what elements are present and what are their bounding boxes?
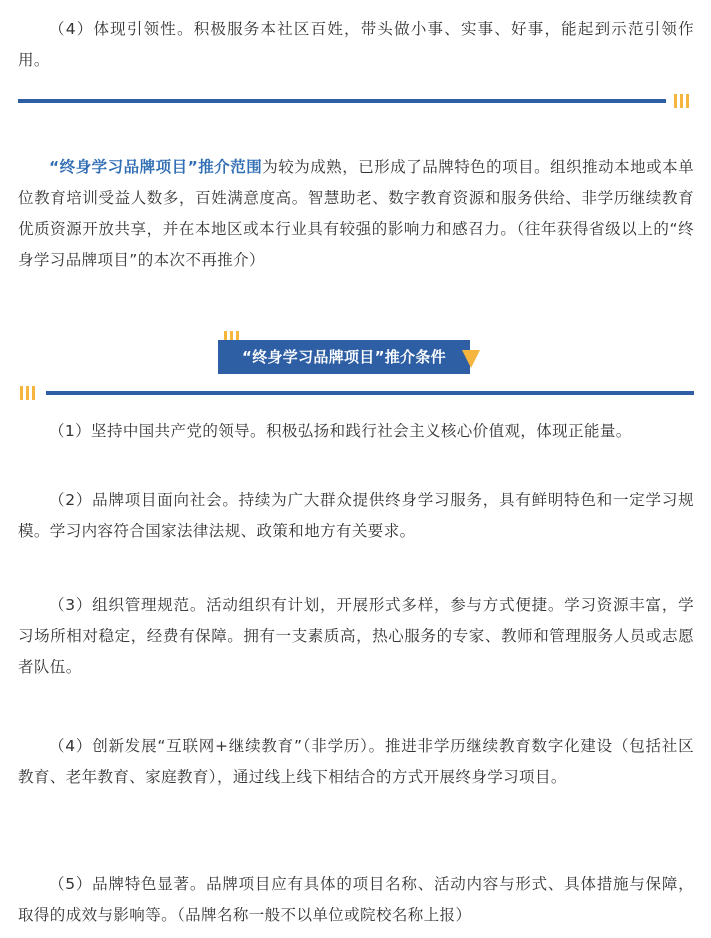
section-divider-bottom: [46, 391, 694, 395]
scope-text: 为较为成熟，已形成了品牌特色的项目。组织推动本地或本单位教育培训受益人数多，百姓满意度高。智慧助老、数字教育资源和服务供给、非学历继续教育优质资源开放共享，并在本地区或本行业具有较强的影响力和感召力。（往年获得省级以上的“终身学习品牌项目”的本次不再推介）: [18, 158, 694, 269]
condition-item-4: （4）创新发展“互联网+继续教育”（非学历）。推进非学历继续教育数字化建设（包括社区教育、老年教育、家庭教育），通过线上线下相结合的方式开展终身学习项目。: [18, 737, 694, 786]
condition-item-2: （2）品牌项目面向社会。持续为广大群众提供终身学习服务，具有鲜明特色和一定学习规模。学习内容符合国家法律法规、政策和地方有关要求。: [18, 491, 694, 540]
badge-triangle: [462, 350, 480, 368]
condition-item-1: （1）坚持中国共产党的领导。积极弘扬和践行社会主义核心价值观，体现正能量。: [49, 422, 632, 440]
condition-item-3: （3）组织管理规范。活动组织有计划，开展形式多样，参与方式便捷。学习资源丰富，学习场所相对稳定，经费有保障。拥有一支素质高，热心服务的专家、教师和管理服务人员或志愿者队伍。: [18, 596, 694, 676]
condition-item-5: （5）品牌特色显著。品牌项目应有具体的项目名称、活动内容与形式、具体措施与保障，取得的成效与影响等。（品牌名称一般不以单位或院校名称上报）: [18, 875, 694, 924]
scope-paragraph: [18, 152, 694, 276]
divider-accent-bars-top: [674, 94, 689, 108]
section-divider-top: [18, 99, 666, 103]
intro-item-4: （4）体现引领性。积极服务本社区百姓，带头做小事、实事、好事，能起到示范引领作用。: [18, 20, 694, 69]
divider-accent-bars-bottom: [20, 386, 35, 400]
section-title-badge: “终身学习品牌项目”推介条件: [218, 340, 470, 374]
scope-highlight: “终身学习品牌项目”推介范围: [49, 158, 263, 176]
